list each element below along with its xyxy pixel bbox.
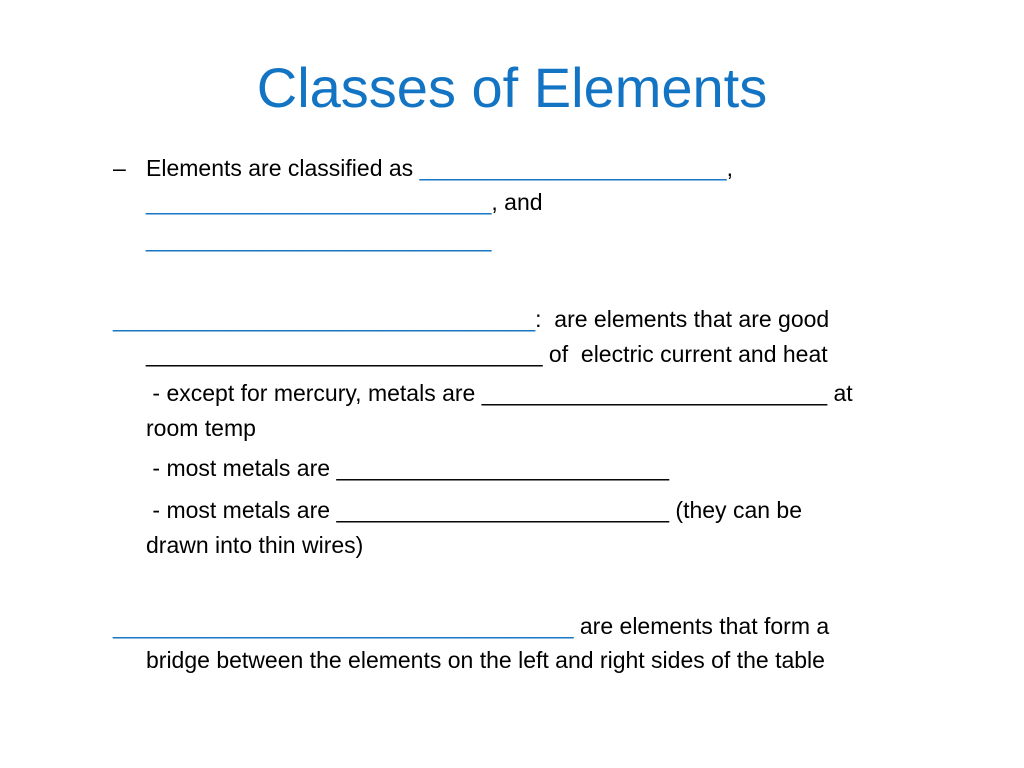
metals-definition-line-2	[146, 339, 828, 369]
metals-point-1-blank: ___________________________	[481, 380, 828, 406]
intro-text: Elements are classified as	[146, 155, 420, 181]
metals-point-1-cont: room temp	[146, 415, 256, 441]
metals-definition-line	[113, 304, 829, 334]
intro-blank-2: ___________________________	[146, 189, 492, 215]
metals-conductor-blank: _______________________________	[146, 341, 543, 367]
metals-point-2-blank: __________________________	[336, 455, 670, 481]
metals-definition-text: : are elements that are good	[535, 306, 830, 332]
metalloids-line-2: bridge between the elements on the left and right sides of the table	[146, 647, 825, 673]
intro-blank-3: ___________________________	[146, 226, 492, 252]
metals-point-1-text: - except for mercury, metals are	[146, 380, 482, 406]
intro-and: , and	[491, 189, 543, 215]
metalloids-text: are elements that form a	[573, 613, 830, 639]
metals-point-3-text: - most metals are	[146, 497, 337, 523]
metalloids-term-blank: ____________________________________	[113, 613, 574, 639]
metalloids-line	[113, 611, 829, 641]
intro-blank-1: ________________________	[419, 155, 727, 181]
metals-point-1-after: at	[827, 380, 853, 406]
metals-point-2	[146, 453, 669, 483]
metals-point-3	[146, 495, 802, 525]
metals-point-3-after: (they can be	[669, 497, 802, 523]
intro-line-3	[146, 224, 491, 254]
metals-point-2-text: - most metals are	[146, 455, 337, 481]
metals-point-1	[146, 378, 853, 408]
intro-line-2	[146, 187, 543, 217]
metals-conductor-text: of electric current and heat	[542, 341, 828, 367]
slide-title: Classes of Elements	[256, 56, 768, 119]
metals-point-3-blank: __________________________	[336, 497, 670, 523]
metals-point-3-cont: drawn into thin wires)	[146, 532, 364, 558]
metals-term-blank: _________________________________	[113, 306, 536, 332]
intro-line-1	[146, 153, 733, 183]
intro-comma: ,	[726, 155, 733, 181]
intro-bullet: –	[113, 155, 126, 181]
